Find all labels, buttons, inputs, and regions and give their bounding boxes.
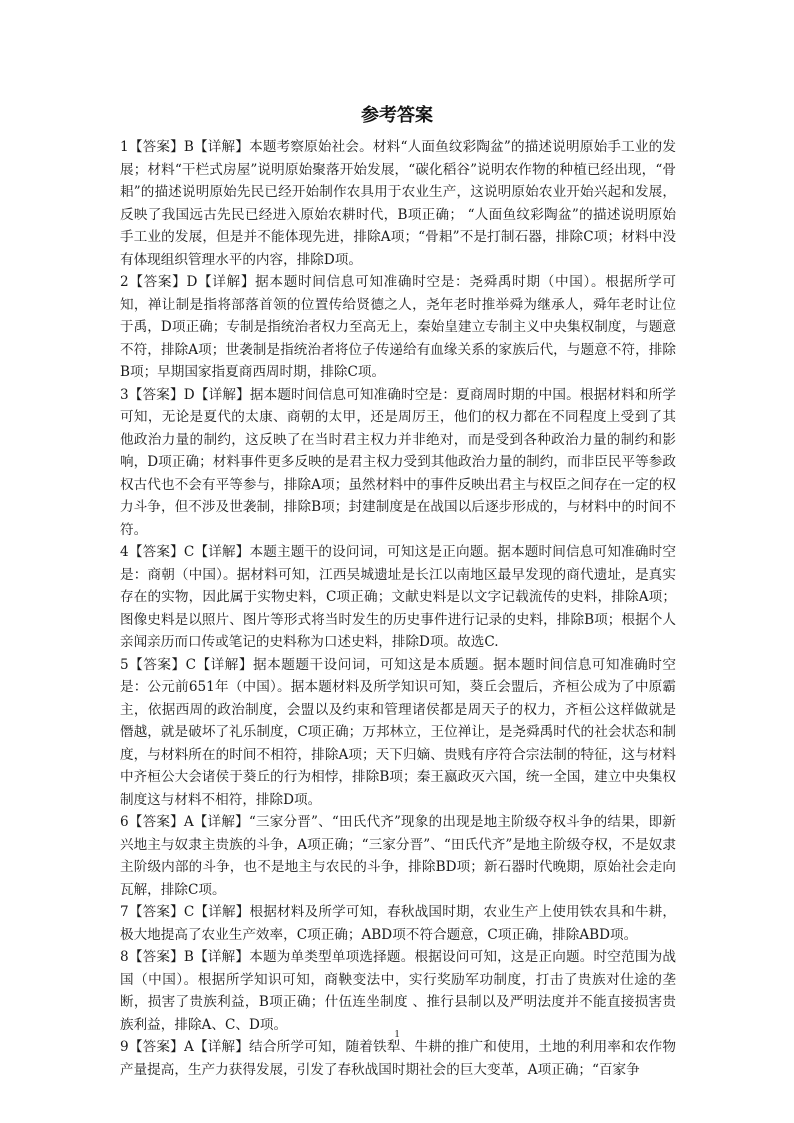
answer-item-5: 5【答案】C【详解】据本题题干设问词，可知这是本质题。据本题时间信息可知准确时空是：公元前651年（中国）。据本题材料及所学知识可知，葵丘会盟后，齐桓公成为了中原霸主，依据西周的政治制度，会盟以及约束和管理诸侯都是周天子的权力，齐桓公这样做就是僭越，就是破坏了礼乐制度，C项正确；万邦林立，王位禅让，是尧舜禹时代的社会状态和制度，与材料所在的时间不相符，排除A项；天下归嫡、贵贱有序符合宗法制的特征，这与材料中齐桓公大会诸侯于葵丘的行为相悖，排除B项；秦王嬴政灭六国，统一全国，建立中央集权制度这与材料不相符，排除D项。 [120, 656, 676, 808]
answer-item-6: 6【答案】A【详解】“三家分晋”、“田氏代齐”现象的出现是地主阶级夺权斗争的结果，即新兴地主与奴隶主贵族的斗争，A项正确；“三家分晋”、“田氏代齐”是地主阶级夺权，不是奴隶主阶级内部的斗争，也不是地主与农民的斗争，排除BD项；新石器时代晚期，原始社会走向瓦解，排除C项。 [120, 814, 676, 898]
page-title: 参考答案 [361, 105, 433, 126]
answer-item-7: 7【答案】C【详解】根据材料及所学可知，春秋战国时期，农业生产上使用铁农具和牛耕，极大地提高了农业生产效率，C项正确；ABD项不符合题意，C项正确，排除ABD项。 [120, 904, 676, 943]
answer-item-8: 8【答案】B【详解】本题为单类型单项选择题。根据设问可知，这是正向题。时空范围为战国（中国）。根据所学知识可知，商鞅变法中，实行奖励军功制度，打击了贵族对仕途的垄断，损害了贵族利益，B项正确；什伍连坐制度 、推行县制以及严明法度并不能直接损害贵族利益，排除A、C、D项。 [120, 949, 676, 1033]
answer-item-2: 2【答案】D【详解】据本题时间信息可知准确时空是：尧舜禹时期（中国）。根据所学可知，禅让制是指将部落首领的位置传给贤德之人，尧年老时推举舜为继承人，舜年老时让位于禹，D项正确；专制是指统治者权力至高无上，秦始皇建立专制主义中央集权制度，与题意不符，排除A项；世袭制是指统治者将位子传递给有血缘关系的家族后代，与题意不符，排除B项；早期国家指夏商西周时期，排除C项。 [120, 274, 676, 380]
answer-item-1: 1【答案】B【详解】本题考察原始社会。材料“人面鱼纹彩陶盆”的描述说明原始手工业的发展；材料“干栏式房屋”说明原始聚落开始发展，“碳化稻谷”说明农作物的种植已经出现，“骨耜”的描述说明原始先民已经开始制作农具用于农业生产，这说明原始农业开始兴起和发展，反映了我国远古先民已经进入原始农耕时代，B项正确； “人面鱼纹彩陶盆”的描述说明原始手工业的发展，但是并不能体现先进，排除A项；“骨耜”不是打制石器，排除C项；材料中没有体现组织管理水平的内容，排除D项。 [120, 139, 676, 268]
answer-item-3: 3【答案】D【详解】据本题时间信息可知准确时空是：夏商周时期的中国。根据材料和所学可知，无论是夏代的太康、商朝的太甲，还是周厉王，他们的权力都在不同程度上受到了其他政治力量的制约，这反映了在当时君主权力并非绝对，而是受到各种政治力量的制约和影响，D项正确；材料事件更多反映的是君主权力受到其他政治力量的制约，而非臣民平等参政权古代也不会有平等参与，排除A项；虽然材料中的事件反映出君主与权臣之间存在一定的权力斗争，但不涉及世袭制，排除B项；封建制度是在战国以后逐步形成的，与材料中的时间不符。 [120, 386, 676, 538]
answer-list [120, 136, 676, 1081]
answer-item-9: 9【答案】A【详解】结合所学可知，随着铁犁、牛耕的推广和使用，土地的利用率和农作物产量提高，生产力获得发展，引发了春秋战国时期社会的巨大变革，A项正确；“百家争 [120, 1039, 676, 1078]
answer-item-4: 4【答案】C【详解】本题主题干的设问词，可知这是正向题。据本题时间信息可知准确时空是：商朝（中国）。据材料可知，江西吴城遗址是长江以南地区最早发现的商代遗址，是真实存在的实物，因此属于实物史料，C项正确；文献史料是以文字记载流传的史料，排除A项；图像史料是以照片、图片等形式将当时发生的历史事件进行记录的史料，排除B项；根据个人亲闻亲历而口传或笔记的史料称为口述史料，排除D项。故选C. [120, 544, 676, 650]
page-number: 1 [394, 1028, 400, 1040]
